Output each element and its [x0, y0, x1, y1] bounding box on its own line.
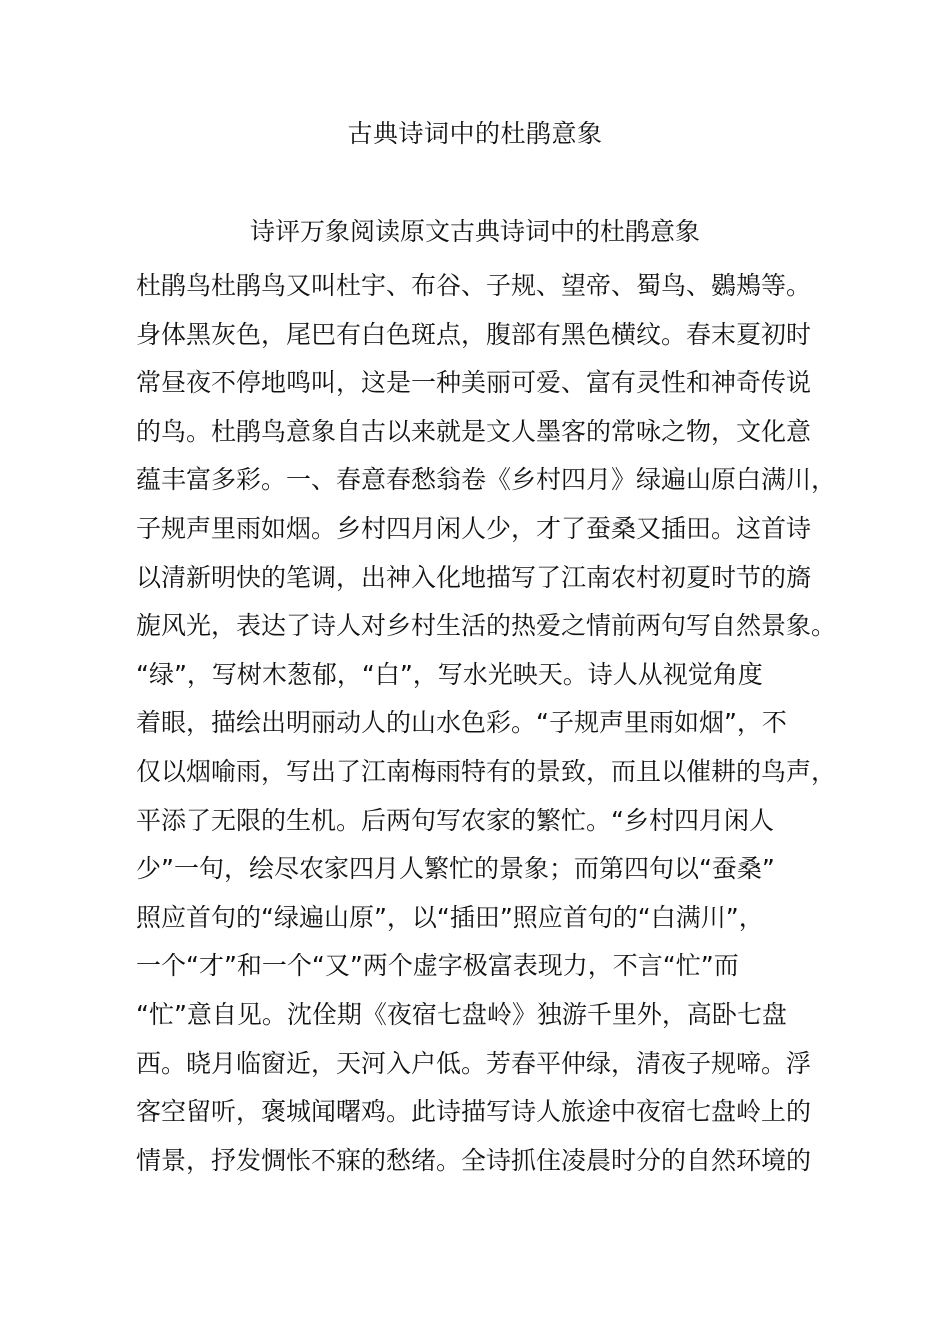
- body-line: 杜鹃鸟杜鹃鸟又叫杜宇、布谷、子规、望帝、蜀鸟、鷃鴂等。: [136, 271, 812, 300]
- body-line: 照应首句的“绿遍山原”，以“插田”照应首句的“白满川”，: [136, 902, 764, 932]
- body-line: 旎风光，表达了诗人对乡村生活的热爱之情前两句写自然景象。: [136, 611, 837, 641]
- body-line: 平添了无限的生机。后两句写农家的繁忙。“乡村四月闲人: [136, 805, 774, 835]
- body-line: 的鸟。杜鹃鸟意象自古以来就是文人墨客的常咏之物，文化意: [136, 416, 812, 446]
- body-line: 着眼，描绘出明丽动人的山水色彩。“子规声里雨如烟”，不: [136, 708, 787, 738]
- body-line: 西。晓月临窗近，天河入户低。芳春平仲绿，清夜子规啼。浮: [136, 1048, 812, 1078]
- body-line: 以清新明快的笔调，出神入化地描写了江南农村初夏时节的旖: [136, 562, 812, 592]
- body-line: 身体黑灰色，尾巴有白色斑点，腹部有黑色横纹。春末夏初时: [136, 319, 812, 349]
- body-line: “忙”意自见。沈佺期《夜宿七盘岭》独游千里外，高卧七盘: [136, 999, 787, 1029]
- body-line: 一个“才”和一个“又”两个虚字极富表现力，不言“忙”而: [136, 951, 739, 981]
- document-title: 古典诗词中的杜鹃意象: [347, 119, 603, 148]
- body-line: 蕴丰富多彩。一、春意春愁翁卷《乡村四月》绿遍山原白满川，: [136, 465, 837, 495]
- body-line: 子规声里雨如烟。乡村四月闲人少，才了蚕桑又插田。这首诗: [136, 513, 812, 543]
- body-line: “绿”，写树木葱郁，“白”，写水光映天。诗人从视觉角度: [136, 659, 763, 689]
- document-subtitle: 诗评万象阅读原文古典诗词中的杜鹃意象: [249, 217, 700, 246]
- body-text: [136, 262, 856, 1185]
- body-line: 客空留听，褒城闻曙鸡。此诗描写诗人旅途中夜宿七盘岭上的: [136, 1097, 812, 1127]
- body-line: 常昼夜不停地鸣叫，这是一种美丽可爱、富有灵性和神奇传说: [136, 368, 812, 398]
- body-line: 少”一句，绘尽农家四月人繁忙的景象；而第四句以“蚕桑”: [136, 854, 775, 884]
- body-line: 情景，抒发惆怅不寐的愁绪。全诗抓住凌晨时分的自然环境的: [136, 1145, 812, 1175]
- body-line: 仅以烟喻雨，写出了江南梅雨特有的景致，而且以催耕的鸟声，: [136, 756, 837, 786]
